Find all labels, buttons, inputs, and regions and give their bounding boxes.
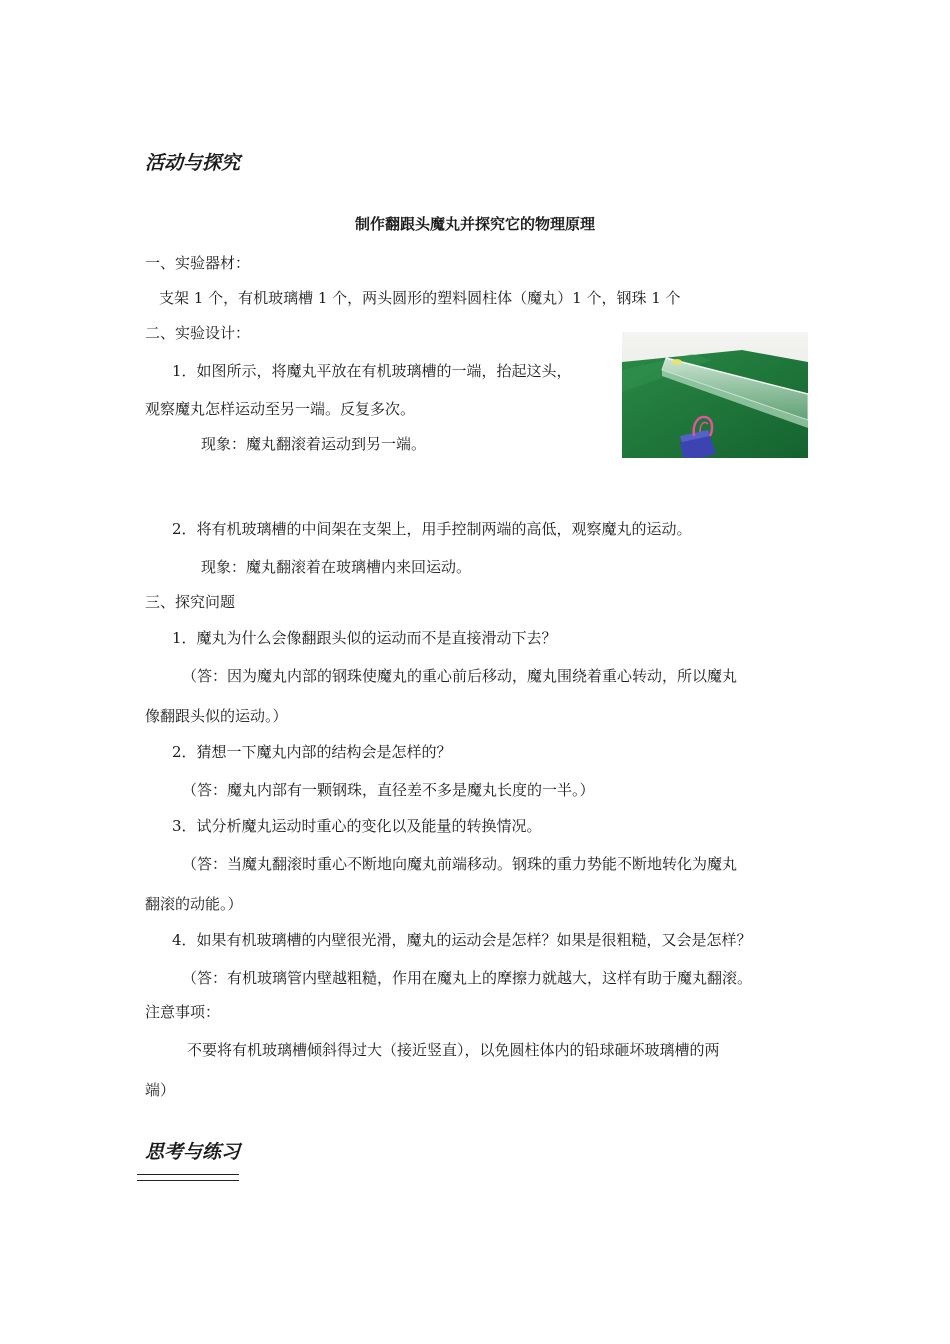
experiment-photo-icon — [622, 332, 808, 458]
text-line: 3．试分析魔丸运动时重心的变化以及能量的转换情况。 — [172, 817, 542, 835]
text-line: （答：当魔丸翻滚时重心不断地向魔丸前端移动。钢珠的重力势能不断地转化为魔丸 — [182, 855, 738, 873]
text-line: 三、探究问题 — [145, 593, 236, 611]
text-line: 翻滚的动能。） — [145, 895, 243, 913]
text-line: 1．如图所示，将魔丸平放在有机玻璃槽的一端，抬起这头， — [172, 362, 572, 380]
text-line: 注意事项： — [145, 1003, 221, 1021]
section-heading-practice: 思考与练习 — [145, 1141, 241, 1163]
text-line: 1．魔丸为什么会像翻跟头似的运动而不是直接滑动下去？ — [172, 629, 557, 647]
text-line: 4．如果有机玻璃槽的内壁很光滑，魔丸的运动会是怎样？如果是很粗糙，又会是怎样？ — [172, 931, 752, 949]
text-line: 现象：魔丸翻滚着运动到另一端。 — [201, 435, 427, 453]
experiment-photo — [622, 332, 808, 458]
text-line: （答：魔丸内部有一颗钢珠，直径差不多是魔丸长度的一半。） — [182, 781, 595, 799]
heading-underline — [137, 1174, 239, 1181]
text-line: 像翻跟头似的运动。） — [145, 707, 288, 725]
text-line: 观察魔丸怎样运动至另一端。反复多次。 — [145, 400, 416, 418]
text-line: 一、实验器材： — [145, 254, 251, 272]
text-line: 2．将有机玻璃槽的中间架在支架上，用手控制两端的高低，观察魔丸的运动。 — [172, 520, 692, 538]
text-line: 支架 1 个，有机玻璃槽 1 个，两头圆形的塑料圆柱体（魔丸）1 个，钢珠 1 个 — [159, 289, 681, 307]
text-line: 不要将有机玻璃槽倾斜得过大（接近竖直），以免圆柱体内的铅球砸坏玻璃槽的两 — [187, 1041, 720, 1059]
text-line: 端） — [145, 1081, 176, 1099]
text-line: （答：有机玻璃管内壁越粗糙，作用在魔丸上的摩擦力就越大，这样有助于魔丸翻滚。 — [182, 969, 753, 987]
text-line: 二、实验设计： — [145, 324, 251, 342]
section-heading-activity: 活动与探究 — [145, 152, 241, 174]
document-title: 制作翻跟头魔丸并探究它的物理原理 — [354, 215, 595, 233]
text-line: （答：因为魔丸内部的钢珠使魔丸的重心前后移动，魔丸围绕着重心转动，所以魔丸 — [182, 667, 738, 685]
text-line: 2．猜想一下魔丸内部的结构会是怎样的？ — [172, 743, 452, 761]
text-line: 现象：魔丸翻滚着在玻璃槽内来回运动。 — [201, 558, 472, 576]
